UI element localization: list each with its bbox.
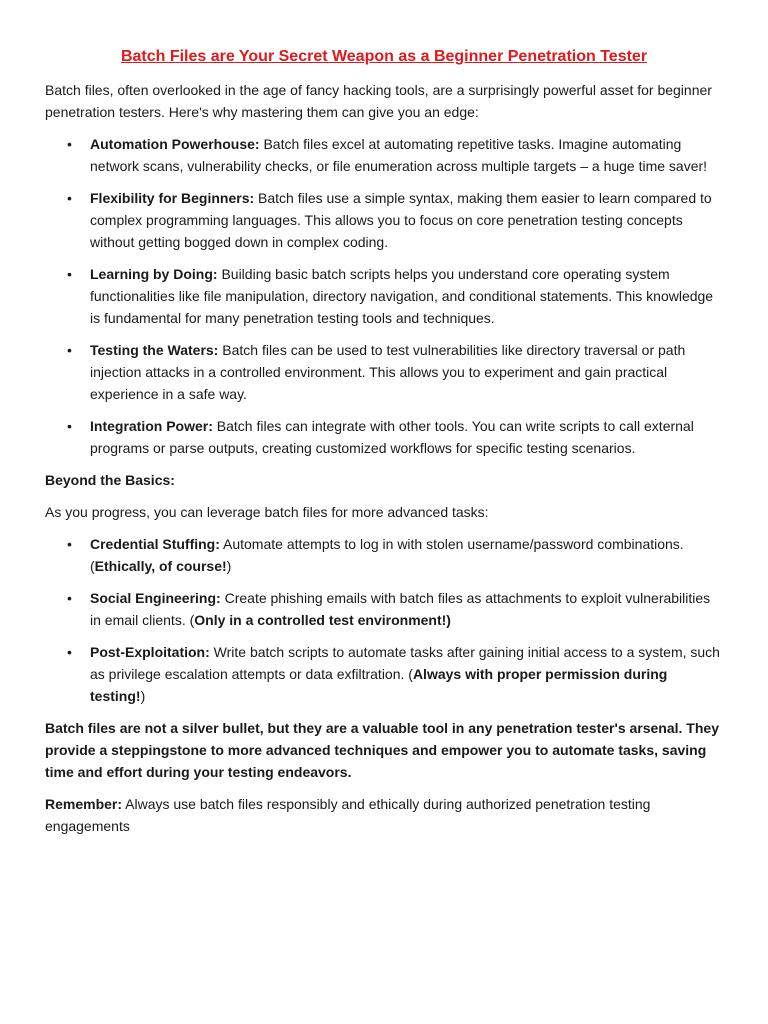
- beyond-intro-paragraph: As you progress, you can leverage batch files for more advanced tasks:: [45, 504, 489, 520]
- item-label: Automation Powerhouse:: [90, 136, 260, 152]
- section-heading: [45, 469, 723, 491]
- list-item: [67, 263, 723, 329]
- bullet-icon: •: [67, 536, 72, 552]
- item-text: Batch files excel at automating repetitive tasks. Imagine automating network scans, vulnerability checks, or file enumeration across multiple targets – a huge time saver!: [90, 136, 708, 174]
- bullet-icon: •: [67, 136, 72, 152]
- item-label: Post-Exploitation:: [90, 644, 210, 660]
- bullet-icon: •: [67, 418, 72, 434]
- bullet-icon: •: [67, 266, 72, 282]
- list-item: [67, 641, 723, 707]
- item-label: Social Engineering:: [90, 590, 221, 606]
- remember-label: Remember:: [45, 796, 123, 812]
- item-tail: ): [226, 558, 232, 574]
- page-title: Batch Files are Your Secret Weapon as a Beginner Penetration Tester: [120, 48, 648, 65]
- beyond-heading-text: Beyond the Basics:: [45, 472, 175, 488]
- item-label: Testing the Waters:: [90, 342, 219, 358]
- remember-text: Always use batch files responsibly and ethically during authorized penetration testing engagements: [45, 796, 651, 834]
- item-label: Credential Stuffing:: [90, 536, 220, 552]
- bullet-icon: •: [67, 342, 72, 358]
- advanced-list: [45, 533, 723, 707]
- item-text: Batch files can be used to test vulnerabilities like directory traversal or path injection attacks in a controlled environment. This allows you to experiment and gain practical experience in a safe way.: [90, 342, 686, 402]
- item-label: Flexibility for Beginners:: [90, 190, 255, 206]
- list-item: [67, 187, 723, 253]
- item-text: Automate attempts to log in with stolen username/password combinations. (: [90, 536, 684, 574]
- list-item: [67, 339, 723, 405]
- remember-paragraph: [45, 793, 723, 837]
- item-text: Batch files use a simple syntax, making them easier to learn compared to complex programming languages. This allows you to focus on core penetration testing concepts without getting bogged down in complex coding.: [90, 190, 712, 250]
- conclusion-paragraph: [45, 717, 723, 783]
- list-item: [67, 415, 723, 459]
- item-text: Building basic batch scripts helps you understand core operating system functionalities like file manipulation, directory navigation, and conditional statements. This knowledge is fundamental for many penetration testing tools and techniques.: [90, 266, 714, 326]
- item-note: Ethically, of course!: [94, 558, 227, 574]
- list-item: [67, 133, 723, 177]
- list-item: [67, 587, 723, 631]
- bullet-icon: •: [67, 590, 72, 606]
- item-note: Only in a controlled test environment!): [194, 612, 451, 628]
- list-item: [67, 533, 723, 577]
- intro-paragraph: Batch files, often overlooked in the age of fancy hacking tools, are a surprisingly powerful asset for beginner penetration testers. Here's why mastering them can give you an edge:: [45, 82, 712, 120]
- conclusion-text: Batch files are not a silver bullet, but they are a valuable tool in any penetration tester's arsenal. They provide a steppingstone to more advanced techniques and empower you to automate tasks, saving time and effort during your testing endeavors.: [45, 720, 719, 780]
- item-label: Learning by Doing:: [90, 266, 218, 282]
- item-text: Write batch scripts to automate tasks after gaining initial access to a system, such as privilege escalation attempts or data exfiltration. (: [90, 644, 720, 682]
- item-label: Integration Power:: [90, 418, 213, 434]
- advantages-list: [45, 133, 723, 459]
- item-note: Always with proper permission during testing!: [90, 666, 668, 704]
- item-text: Batch files can integrate with other tools. You can write scripts to call external programs or parse outputs, creating customized workflows for specific testing scenarios.: [90, 418, 694, 456]
- bullet-icon: •: [67, 190, 72, 206]
- item-tail: ): [140, 688, 146, 704]
- bullet-icon: •: [67, 644, 72, 660]
- item-text: Create phishing emails with batch files as attachments to exploit vulnerabilities in email clients. (: [90, 590, 711, 628]
